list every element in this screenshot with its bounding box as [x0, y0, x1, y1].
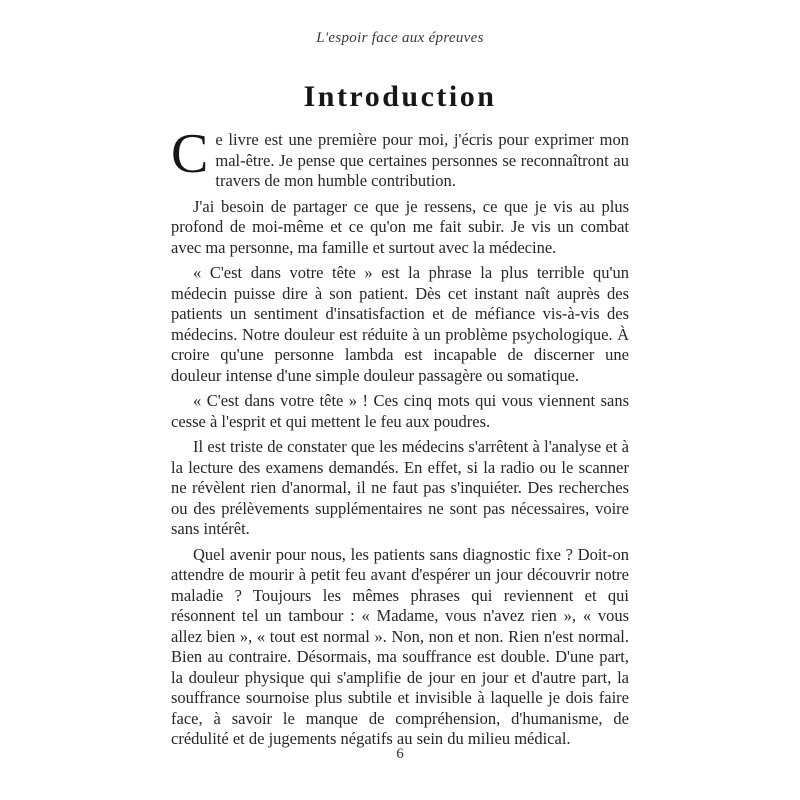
paragraph	[171, 123, 629, 192]
running-header: L'espoir face aux épreuves	[316, 30, 484, 46]
drop-cap: C	[171, 123, 209, 185]
paragraph: Quel avenir pour nous, les patients sans diagnostic fixe ? Doit-on attendre de mourir à petit feu avant d'espérer un jour découvrir notre maladie ? Toujours les mêmes phrases qui reviennent et qui résonnent tel un tambour : « Madame, vous n'avez rien », « vous allez bien », « tout est normal ». Non, non et non. Rien n'est normal. Bien au contraire. Désormais, ma souffrance est double. D'une part, la douleur physique qui s'amplifie de jour en jour et d'autre part, la souffrance sournoise plus subtile et invisible à laquelle je dois faire face, à savoir le manque de compréhension, d'humanisme, de crédulité et de jugements négatifs au sein du milieu médical.	[171, 544, 629, 748]
paragraph-text: e livre est une première pour moi, j'écris pour exprimer mon mal-être. Je pense que certaines personnes se reconnaîtront au travers de mon humble contribution.	[215, 130, 629, 190]
paragraph: « C'est dans votre tête » est la phrase la plus terrible qu'un médecin puisse dire à son patient. Dès cet instant naît auprès des patients un sentiment d'insatisfaction et de méfiance vis-à-vis des médecins. Notre douleur est réduite à un problème psychologique. À croire qu'une personne lambda est incapable de discerner une douleur intense d'une simple douleur passagère ou somatique.	[171, 263, 629, 385]
body-text	[171, 123, 629, 755]
paragraph: Il est triste de constater que les médecins s'arrêtent à l'analyse et à la lecture des examens demandés. En effet, si la radio ou le scanner ne révèlent rien d'anormal, il ne faut pas s'inquiéter. Des recherches ou des prélèvements supplémentaires ne sont pas nécessaires, voire sans intérêt.	[171, 437, 629, 538]
paragraph: J'ai besoin de partager ce que je ressens, ce que je vis au plus profond de moi-même et ce qu'on me fait subir. Je vis un combat avec ma personne, ma famille et surtout avec la médecine.	[171, 196, 629, 257]
page-number: 6	[396, 746, 404, 762]
paragraph: « C'est dans votre tête » ! Ces cinq mots qui vous viennent sans cesse à l'esprit et qui mettent le feu aux poudres.	[171, 391, 629, 431]
chapter-title: Introduction	[303, 80, 497, 114]
